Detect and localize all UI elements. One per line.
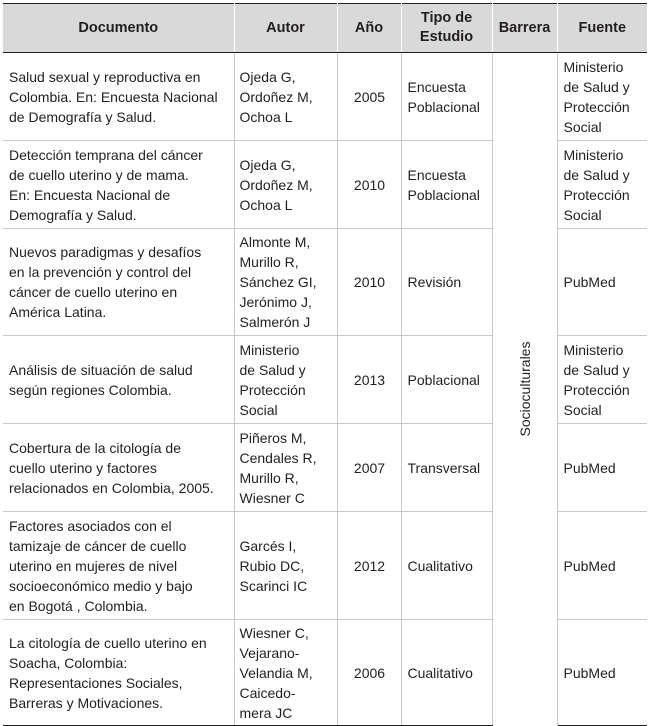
cell-documento: Detección temprana del cáncer de cuello uterino y de mama. En: Encuesta Nacional de Demografía y Salud.: [3, 141, 234, 229]
cell-autor: Ojeda G, Ordoñez M, Ochoa L: [234, 53, 337, 141]
cell-documento: Análisis de situación de salud según regiones Colombia.: [3, 336, 234, 424]
cell-fuente: Ministerio de Salud y Protección Social: [557, 141, 647, 229]
header-tipo-line: Estudio: [419, 29, 474, 45]
header-tipo-line: Tipo de: [420, 10, 473, 26]
cell-barrera: [492, 53, 557, 726]
cell-autor: Wiesner C, Vejarano- Velandia M, Caicedo- mera JC: [234, 620, 337, 726]
cell-autor: Garcés I, Rubio DC, Scarinci IC: [234, 512, 337, 620]
cell-ano: 2013: [337, 336, 401, 424]
cell-ano: 2005: [337, 53, 401, 141]
cell-tipo: Cualitativo: [401, 620, 492, 726]
header-row: [3, 4, 647, 53]
header-tipo-estudio: [401, 4, 492, 53]
cell-fuente: PubMed: [557, 229, 647, 336]
cell-ano: 2012: [337, 512, 401, 620]
cell-autor: Almonte M, Murillo R, Sánchez GI, Jerónimo J, Salmerón J: [234, 229, 337, 336]
cell-fuente: PubMed: [557, 424, 647, 512]
table-header: [3, 4, 647, 53]
cell-fuente: Ministerio de Salud y Protección Social: [557, 336, 647, 424]
header-fuente: Fuente: [557, 4, 647, 53]
cell-tipo: Revisión: [401, 229, 492, 336]
header-ano: Año: [337, 4, 401, 53]
cell-tipo: Transversal: [401, 424, 492, 512]
cell-documento: Salud sexual y reproductiva en Colombia. En: Encuesta Nacional de Demografía y Salud.: [3, 53, 234, 141]
table-row: [3, 53, 647, 141]
cell-tipo: Encuesta Poblacional: [401, 53, 492, 141]
header-barrera: Barrera: [492, 4, 557, 53]
cell-documento: Nuevos paradigmas y desafíos en la prevención y control del cáncer de cuello uterino en América Latina.: [3, 229, 234, 336]
studies-table: [3, 3, 647, 726]
cell-autor: Ojeda G, Ordoñez M, Ochoa L: [234, 141, 337, 229]
cell-fuente: PubMed: [557, 620, 647, 726]
cell-ano: 2006: [337, 620, 401, 726]
cell-fuente: Ministerio de Salud y Protección Social: [563, 58, 630, 135]
barrera-vertical-label: Socioculturales: [516, 341, 533, 437]
cell-tipo: Poblacional: [401, 336, 492, 424]
header-documento: Documento: [3, 4, 234, 53]
cell-documento: La citología de cuello uterino en Soacha, Colombia: Representaciones Sociales, Barreras y Motivaciones.: [3, 620, 234, 726]
cell-autor: Ministerio de Salud y Protección Social: [234, 336, 337, 424]
header-autor: Autor: [234, 4, 337, 53]
cell-ano: 2007: [337, 424, 401, 512]
cell-documento: Cobertura de la citología de cuello uterino y factores relacionados en Colombia, 2005.: [3, 424, 234, 512]
cell-tipo: Cualitativo: [401, 512, 492, 620]
cell-documento: Factores asociados con el tamizaje de cáncer de cuello uterino en mujeres de nivel socioeconómico medio y bajo en Bogotá , Colombia.: [3, 512, 234, 620]
cell-fuente: PubMed: [557, 512, 647, 620]
cell-autor: Piñeros M, Cendales R, Murillo R, Wiesner C: [234, 424, 337, 512]
cell-ano: 2010: [337, 229, 401, 336]
studies-table-container: [3, 3, 647, 726]
cell-tipo: Encuesta Poblacional: [401, 141, 492, 229]
cell-ano: 2010: [337, 141, 401, 229]
